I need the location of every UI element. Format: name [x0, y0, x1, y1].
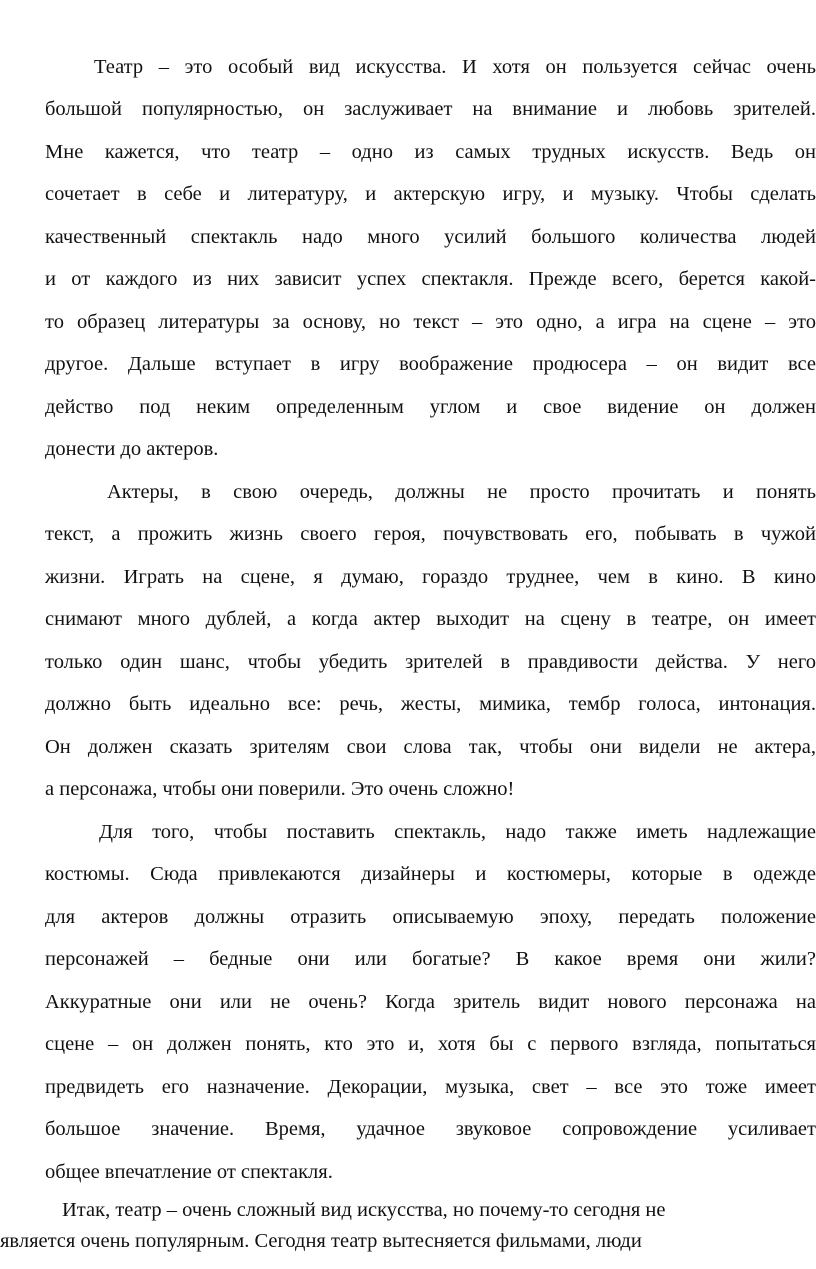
text-line: донести до актеров.	[45, 438, 219, 460]
text-line: а персонажа, чтобы они поверили. Это очень сложно!	[45, 778, 515, 800]
text-line: Театр – это особый вид искусства. И хотя он пользуется сейчас очень	[94, 56, 816, 78]
text-line: общее впечатление от спектакля.	[45, 1161, 333, 1183]
text-line: Для того, чтобы поставить спектакль, надо также иметь надлежащие	[99, 821, 816, 843]
text-line: Актеры, в свою очередь, должны не просто прочитать и понять	[107, 481, 816, 503]
text-line: Итак, театр – очень сложный вид искусства, но почему-то сегодня не	[62, 1199, 666, 1221]
text-line: предвидеть его назначение. Декорации, музыка, свет – все это тоже имеет	[45, 1076, 816, 1098]
text-line: является очень популярным. Сегодня театр вытесняется фильмами, люди	[0, 1230, 642, 1252]
text-line: только один шанс, чтобы убедить зрителей в правдивости действа. У него	[45, 651, 816, 673]
text-line: Он должен сказать зрителям свои слова так, чтобы они видели не актера,	[45, 736, 816, 758]
text-line: жизни. Играть на сцене, я думаю, гораздо труднее, чем в кино. В кино	[45, 566, 816, 588]
text-line: сочетает в себе и литературу, и актерскую игру, и музыку. Чтобы сделать	[45, 183, 816, 205]
text-line: и от каждого из них зависит успех спектакля. Прежде всего, берется какой-	[45, 268, 816, 290]
text-line: должно быть идеально все: речь, жесты, мимика, тембр голоса, интонация.	[45, 693, 816, 715]
text-line: то образец литературы за основу, но текст – это одно, а игра на сцене – это	[45, 311, 816, 333]
text-line: большое значение. Время, удачное звуковое сопровождение усиливает	[45, 1118, 816, 1140]
text-line: снимают много дублей, а когда актер выходит на сцену в театре, он имеет	[45, 608, 816, 630]
text-line: сцене – он должен понять, кто это и, хотя бы с первого взгляда, попытаться	[45, 1033, 816, 1055]
text-line: текст, а прожить жизнь своего героя, почувствовать его, побывать в чужой	[45, 523, 816, 545]
text-line: Аккуратные они или не очень? Когда зритель видит нового персонажа на	[45, 991, 816, 1013]
text-line: Мне кажется, что театр – одно из самых трудных искусств. Ведь он	[45, 141, 816, 163]
text-line: качественный спектакль надо много усилий большого количества людей	[45, 226, 816, 248]
text-line: костюмы. Сюда привлекаются дизайнеры и костюмеры, которые в одежде	[45, 863, 816, 885]
text-line: другое. Дальше вступает в игру воображение продюсера – он видит все	[45, 353, 816, 375]
text-line: для актеров должны отразить описываемую эпоху, передать положение	[45, 906, 816, 928]
text-line: действо под неким определенным углом и свое видение он должен	[45, 396, 816, 418]
text-line: большой популярностью, он заслуживает на внимание и любовь зрителей.	[45, 98, 816, 120]
text-line: персонажей – бедные они или богатые? В какое время они жили?	[45, 948, 816, 970]
